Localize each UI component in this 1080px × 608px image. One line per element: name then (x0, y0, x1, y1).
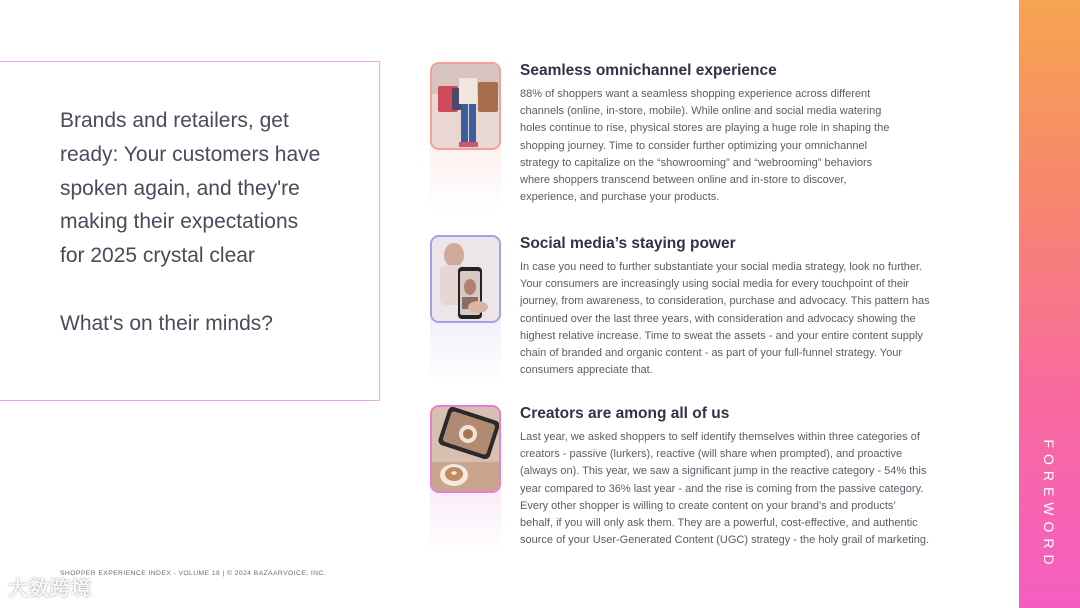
body-line: continued over the last three years, with consideration and advocacy showing the (520, 312, 916, 325)
body-line: where shoppers transcend between online and in-store to discover, (520, 174, 847, 187)
body-line: (always on). This year, we saw a significant jump in the reactive category - 54% this (520, 465, 927, 478)
body-line: Last year, we asked shoppers to self identify themselves within three categories of (520, 431, 920, 443)
intro-line: Brands and retailers, get (60, 109, 289, 132)
body-line: source of your User-Generated Content (UGC) strategy - the holy grail of marketing. (520, 534, 930, 547)
footer-credit: SHOPPER EXPERIENCE INDEX - VOLUME 18 | © 2024 BAZAARVOICE, INC. (60, 570, 327, 577)
body-line: chain of branded and organic content - as part of your full-funnel strategy. Your (520, 347, 902, 360)
section-title: Creators are among all of us (520, 405, 730, 422)
body-line: year compared to 36% last year - and the rise is coming from the passive category. (520, 482, 924, 495)
intro-line: ready: Your customers have (60, 142, 321, 166)
body-line: holes continue to rise, physical stores are playing a huge role in shaping the (520, 122, 890, 135)
body-line: strategy to capitalize on the “showrooming” and “webrooming” behaviors (520, 156, 873, 169)
shopper-with-bags-image (430, 62, 501, 150)
section-title: Social media’s staying power (520, 235, 736, 252)
section-body (520, 86, 950, 206)
body-line: experience, and purchase your products. (520, 191, 720, 204)
intro-statement (60, 104, 360, 273)
body-line: Every other shopper is willing to create content on your brand’s and products’ (520, 499, 896, 512)
body-line: consumers appreciate that. (520, 364, 653, 377)
body-line: behalf, if you will only ask them. They are a powerful, cost-effective, and authentic (520, 517, 918, 530)
watermark: 大数跨境 (8, 578, 92, 600)
section-body (520, 429, 950, 549)
body-line: highest relative increase. Time to sweat the assets - and your entire content supply (520, 329, 923, 342)
intro-line: making their expectations (60, 210, 299, 234)
body-line: journey, from awareness, to consideration, purchase and advocacy. This pattern has (520, 295, 930, 308)
body-line: channels (online, in-store, mobile). While online and social media watering (520, 105, 882, 118)
body-line: shopping journey. Time to consider further optimizing your omnichannel (520, 139, 868, 152)
body-line: 88% of shoppers want a seamless shopping experience across different (520, 88, 871, 100)
section-title: Seamless omnichannel experience (520, 62, 777, 79)
body-line: In case you need to further substantiate your social media strategy, look no further. (520, 261, 923, 273)
intro-line: spoken again, and they're (60, 176, 300, 200)
phone-social-media-image (430, 235, 501, 323)
foreword-label: FOREWORD (1041, 439, 1057, 571)
phone-photographing-coffee-image (430, 405, 501, 493)
body-line: creators - passive (lurkers), reactive (will share when prompted), and proactive (520, 448, 903, 461)
section-body (520, 259, 950, 379)
intro-line: for 2025 crystal clear (60, 244, 255, 268)
body-line: Your consumers are increasingly using social media for every touchpoint of their (520, 278, 910, 291)
intro-question: What's on their minds? (60, 312, 273, 335)
